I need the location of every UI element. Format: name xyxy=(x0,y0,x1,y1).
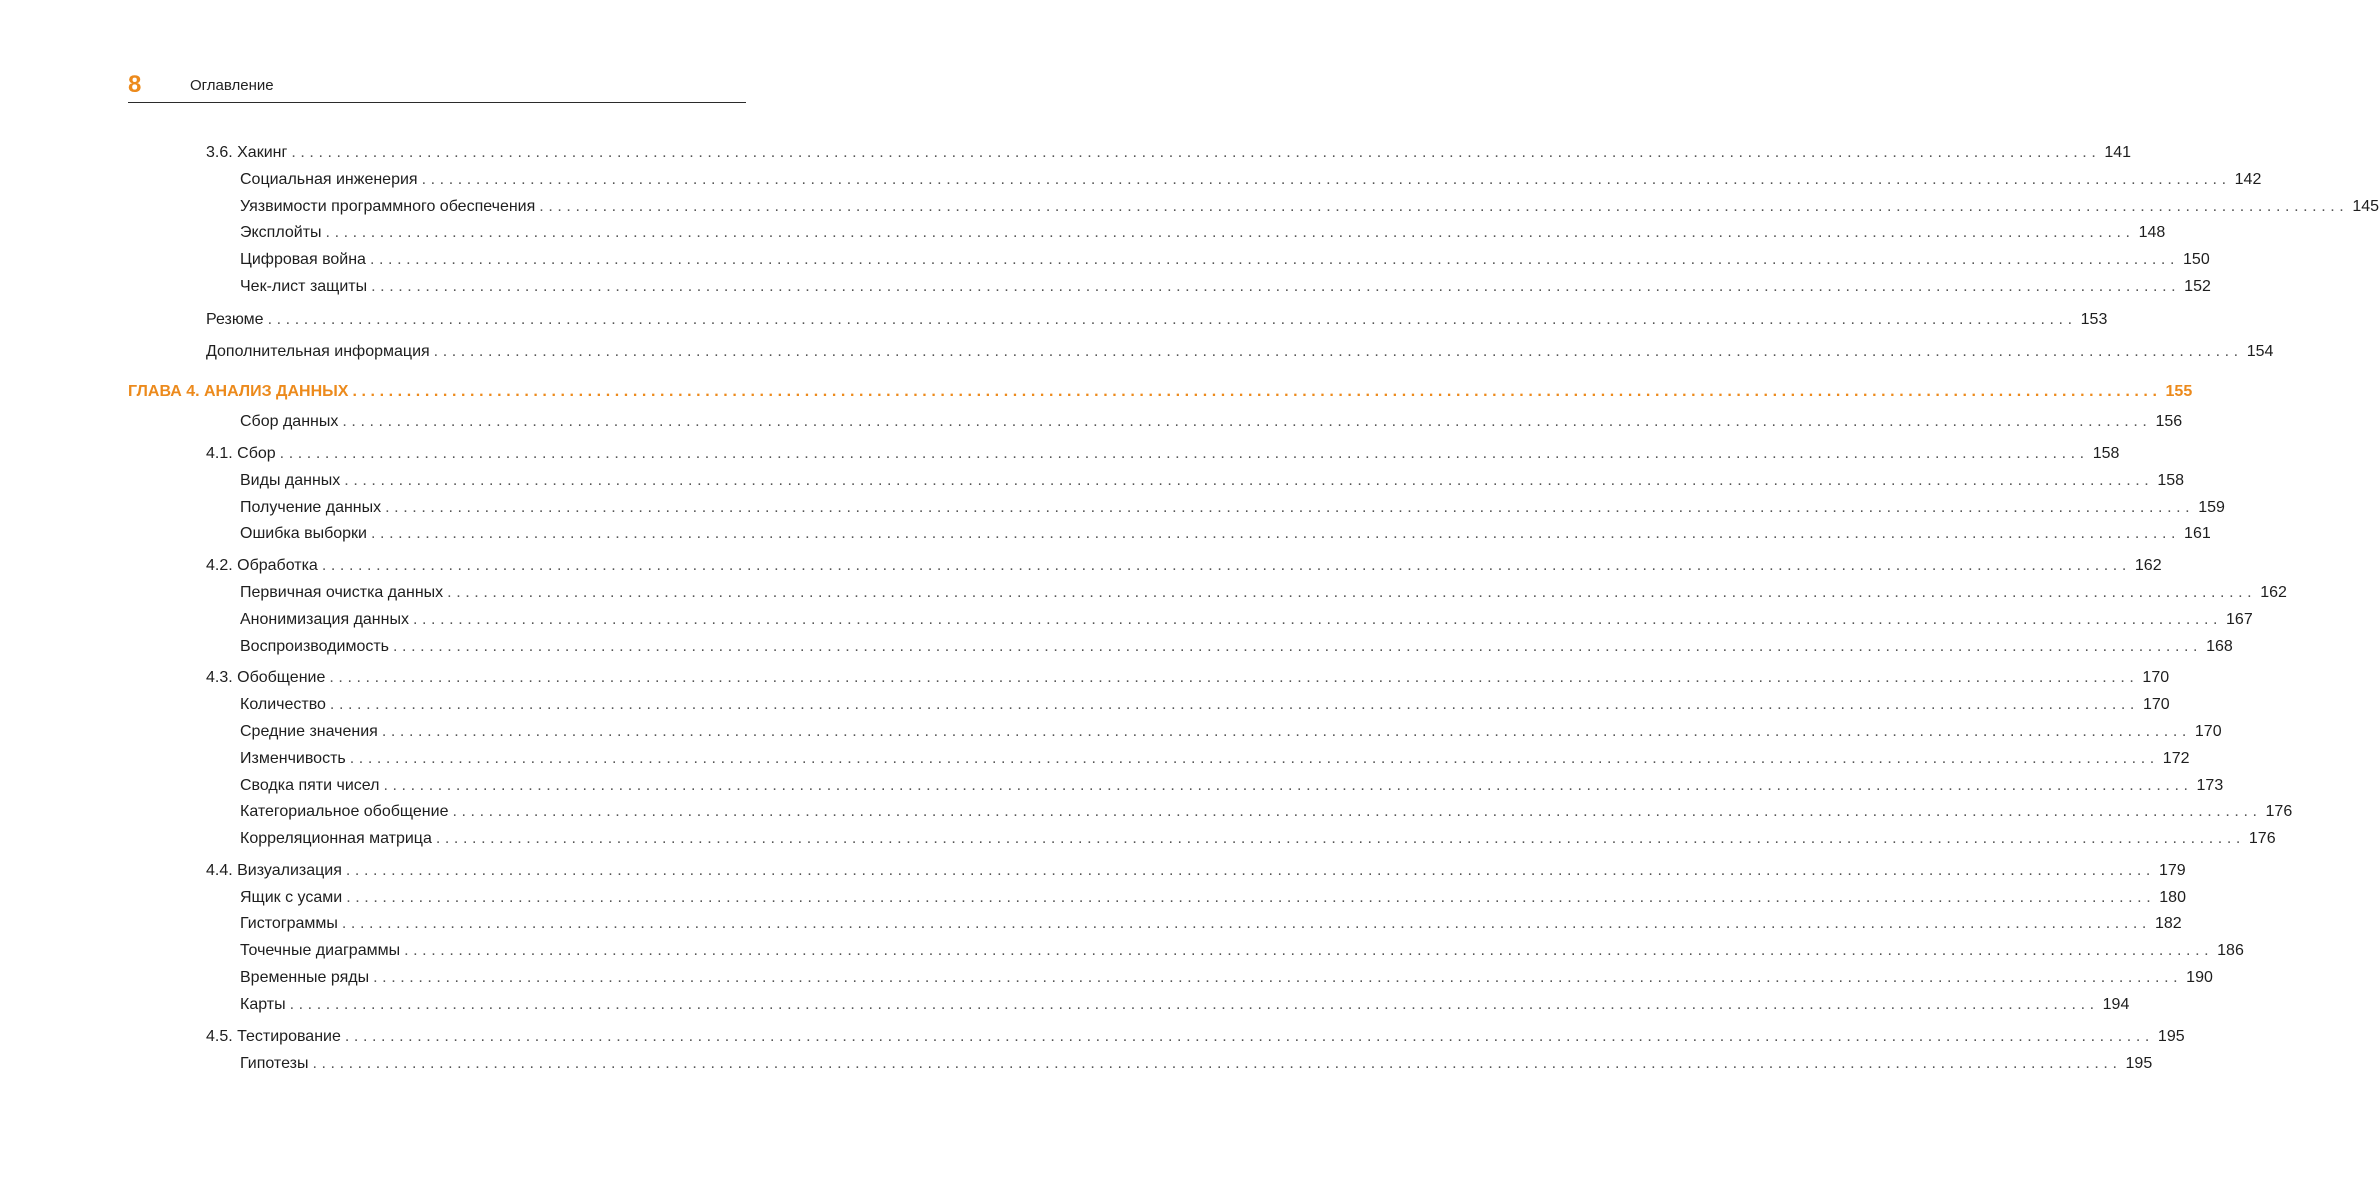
dot-leader: ........................................................................................................................................................................................................ xyxy=(447,584,2257,601)
toc-entry-page: 162 xyxy=(2134,557,2162,574)
toc-entry-title: Цифровая война xyxy=(240,251,366,268)
toc-entry-title: Анонимизация данных xyxy=(240,611,409,628)
toc-entry[interactable] xyxy=(240,498,2225,518)
running-title: Оглавление xyxy=(190,77,274,94)
toc-entry[interactable] xyxy=(240,829,2276,849)
toc-entry[interactable] xyxy=(206,668,2170,688)
toc-entry[interactable] xyxy=(240,995,2130,1015)
toc-entry-title: Временные ряды xyxy=(240,969,370,986)
toc-entry[interactable] xyxy=(240,888,2186,908)
toc-entry[interactable] xyxy=(240,776,2224,796)
toc-entry-page: 173 xyxy=(2196,777,2224,794)
toc-entry-title: 4.1. Сбор xyxy=(206,445,276,462)
dot-leader: ........................................................................................................................................................................................................ xyxy=(344,1028,2154,1045)
toc-entry[interactable] xyxy=(240,695,2170,715)
dot-leader: ........................................................................................................................................................................................................ xyxy=(393,638,2203,655)
toc-entry-page: 159 xyxy=(2198,499,2225,516)
toc-entry-page: 179 xyxy=(2158,862,2186,879)
toc-entry[interactable] xyxy=(206,143,2132,163)
dot-leader: ........................................................................................................................................................................................................ xyxy=(370,525,2181,542)
toc-entry[interactable] xyxy=(240,197,2379,217)
toc-entry-title: 3.6. Хакинг xyxy=(206,144,288,161)
page-number: 8 xyxy=(128,71,142,98)
toc-entry-title: Категориальное обобщение xyxy=(240,803,449,820)
toc-entry-page: 170 xyxy=(2142,696,2170,713)
toc-entry-page: 176 xyxy=(2265,803,2293,820)
dot-leader: ........................................................................................................................................................................................................ xyxy=(412,611,2223,628)
toc-entry-title: Первичная очистка данных xyxy=(240,584,444,601)
toc-entry-title: 4.5. Тестирование xyxy=(206,1028,341,1045)
toc-entry-title: Сбор данных xyxy=(240,413,339,430)
toc-entry-page: 150 xyxy=(2183,251,2210,268)
toc-entry-page: 195 xyxy=(2157,1028,2185,1045)
dot-leader: ........................................................................................................................................................................................................ xyxy=(381,723,2191,740)
toc-entry-page: 167 xyxy=(2226,611,2253,628)
dot-leader: ........................................................................................................................................................................................................ xyxy=(383,777,2193,794)
dot-leader: ........................................................................................................................................................................................................ xyxy=(345,862,2155,879)
toc-entry[interactable] xyxy=(240,749,2190,769)
toc-entry-title: Виды данных xyxy=(240,472,341,489)
toc-entry-page: 161 xyxy=(2184,525,2211,542)
toc-entry-title: Сводка пяти чисел xyxy=(240,777,380,794)
toc-entry-page: 195 xyxy=(2125,1055,2153,1072)
toc-entry-page: 180 xyxy=(2159,889,2186,906)
toc-entry[interactable] xyxy=(240,968,2213,988)
dot-leader: ........................................................................................................................................................................................................ xyxy=(421,171,2231,188)
toc-entry[interactable] xyxy=(240,637,2233,657)
toc-entry-title: Точечные диаграммы xyxy=(240,942,401,959)
toc-chapter-entry[interactable] xyxy=(128,382,2193,402)
toc-entry-title: Воспроизводимость xyxy=(240,638,390,655)
toc-entry-title: Эксплойты xyxy=(240,224,322,241)
dot-leader: ........................................................................................................................................................................................................ xyxy=(385,499,2195,516)
dot-leader: ........................................................................................................................................................................................................ xyxy=(346,889,2156,906)
dot-leader: ........................................................................................................................................................................................................ xyxy=(452,803,2262,820)
toc-entry[interactable] xyxy=(240,941,2244,961)
toc-entry-page: 158 xyxy=(2092,445,2120,462)
toc-entry-page: 172 xyxy=(2162,750,2190,767)
dot-leader: ........................................................................................................................................................................................................ xyxy=(312,1055,2122,1072)
dot-leader: ........................................................................................................................................................................................................ xyxy=(291,144,2101,161)
toc-entry-title: Средние значения xyxy=(240,723,378,740)
toc-entry[interactable] xyxy=(206,556,2162,576)
toc-entry-title: Гистограммы xyxy=(240,915,338,932)
dot-leader: ........................................................................................................................................................................................................ xyxy=(373,969,2183,986)
toc-entry-page: 156 xyxy=(2155,413,2183,430)
toc-entry-title: Уязвимости программного обеспечения xyxy=(240,198,536,215)
toc-entry[interactable] xyxy=(240,170,2262,190)
dot-leader: ........................................................................................................................................................................................................ xyxy=(404,942,2214,959)
toc-entry[interactable] xyxy=(206,444,2120,464)
dot-leader: ........................................................................................................................................................................................................ xyxy=(349,750,2159,767)
toc-entry[interactable] xyxy=(240,277,2211,297)
toc-entry[interactable] xyxy=(240,914,2182,934)
toc-entry-title: Резюме xyxy=(206,311,264,328)
toc-entry-page: 141 xyxy=(2104,144,2132,161)
toc-entry-title: Ошибка выборки xyxy=(240,525,367,542)
toc-entry-page: 158 xyxy=(2157,472,2185,489)
toc-entry[interactable] xyxy=(206,1027,2185,1047)
toc-entry-title: Социальная инженерия xyxy=(240,171,418,188)
toc-entry[interactable] xyxy=(240,722,2222,742)
toc-entry-title: Количество xyxy=(240,696,326,713)
toc-entry-title: Корреляционная матрица xyxy=(240,830,432,847)
toc-entry[interactable] xyxy=(240,610,2253,630)
toc-entry-title: Получение данных xyxy=(240,499,382,516)
toc-entry-page: 182 xyxy=(2154,915,2182,932)
toc-entry-title: 4.2. Обработка xyxy=(206,557,318,574)
toc-entry-page: 186 xyxy=(2217,942,2244,959)
dot-leader: ........................................................................................................................................................................................................ xyxy=(435,830,2245,847)
toc-entry[interactable] xyxy=(240,471,2185,491)
dot-leader: ........................................................................................................................................................................................................ xyxy=(321,557,2131,574)
dot-leader: ........................................................................................................................................................................................................ xyxy=(539,198,2349,215)
toc-entry[interactable] xyxy=(240,412,2183,432)
toc-entry[interactable] xyxy=(240,250,2210,270)
toc-entry-page: 154 xyxy=(2246,343,2274,360)
toc-entry[interactable] xyxy=(240,524,2211,544)
toc-entry-page: 170 xyxy=(2194,723,2222,740)
dot-leader: ........................................................................................................................................................................................................ xyxy=(352,383,2162,400)
dot-leader: ........................................................................................................................................................................................................ xyxy=(325,224,2135,241)
toc-entry-page: 168 xyxy=(2206,638,2233,655)
toc-entry-page: 145 xyxy=(2352,198,2379,215)
dot-leader: ........................................................................................................................................................................................................ xyxy=(279,445,2089,462)
toc-entry-title: Дополнительная информация xyxy=(206,343,430,360)
dot-leader: ........................................................................................................................................................................................................ xyxy=(369,251,2180,268)
toc-entry-title: Ящик с усами xyxy=(240,889,343,906)
toc-entry[interactable] xyxy=(206,310,2108,330)
dot-leader: ........................................................................................................................................................................................................ xyxy=(341,915,2151,932)
dot-leader: ........................................................................................................................................................................................................ xyxy=(371,278,2181,295)
toc-entry-page: 162 xyxy=(2260,584,2287,601)
toc-entry-page: 153 xyxy=(2080,311,2108,328)
toc-entry-page: 148 xyxy=(2138,224,2166,241)
dot-leader: ........................................................................................................................................................................................................ xyxy=(329,669,2139,686)
dot-leader: ........................................................................................................................................................................................................ xyxy=(433,343,2243,360)
toc-entry-page: 142 xyxy=(2234,171,2262,188)
toc-entry-title: Карты xyxy=(240,996,286,1013)
toc-entry-page: 190 xyxy=(2186,969,2213,986)
toc-entry[interactable] xyxy=(240,583,2287,603)
toc-entry-title: Чек-лист защиты xyxy=(240,278,368,295)
toc-entry[interactable] xyxy=(240,1054,2153,1074)
toc-entry-title: Изменчивость xyxy=(240,750,346,767)
dot-leader: ........................................................................................................................................................................................................ xyxy=(344,472,2154,489)
toc-entry-page: 176 xyxy=(2248,830,2276,847)
dot-leader: ........................................................................................................................................................................................................ xyxy=(329,696,2139,713)
toc-entry-title: 4.4. Визуализация xyxy=(206,862,342,879)
toc-entry-page: 152 xyxy=(2184,278,2211,295)
dot-leader: ........................................................................................................................................................................................................ xyxy=(289,996,2099,1013)
toc-entry-title: ГЛАВА 4. АНАЛИЗ ДАННЫХ xyxy=(128,383,349,400)
toc-entry-page: 194 xyxy=(2102,996,2130,1013)
toc-entry[interactable] xyxy=(206,342,2274,362)
toc-entry[interactable] xyxy=(206,861,2186,881)
toc-entry[interactable] xyxy=(240,802,2293,822)
page-header xyxy=(128,70,746,103)
toc-entry-page: 170 xyxy=(2142,669,2170,686)
toc-entry-title: Гипотезы xyxy=(240,1055,309,1072)
dot-leader: ........................................................................................................................................................................................................ xyxy=(267,311,2077,328)
dot-leader: ........................................................................................................................................................................................................ xyxy=(342,413,2152,430)
toc-entry[interactable] xyxy=(240,223,2166,243)
toc-entry-page: 155 xyxy=(2165,383,2193,400)
toc-entry-title: 4.3. Обобщение xyxy=(206,669,326,686)
